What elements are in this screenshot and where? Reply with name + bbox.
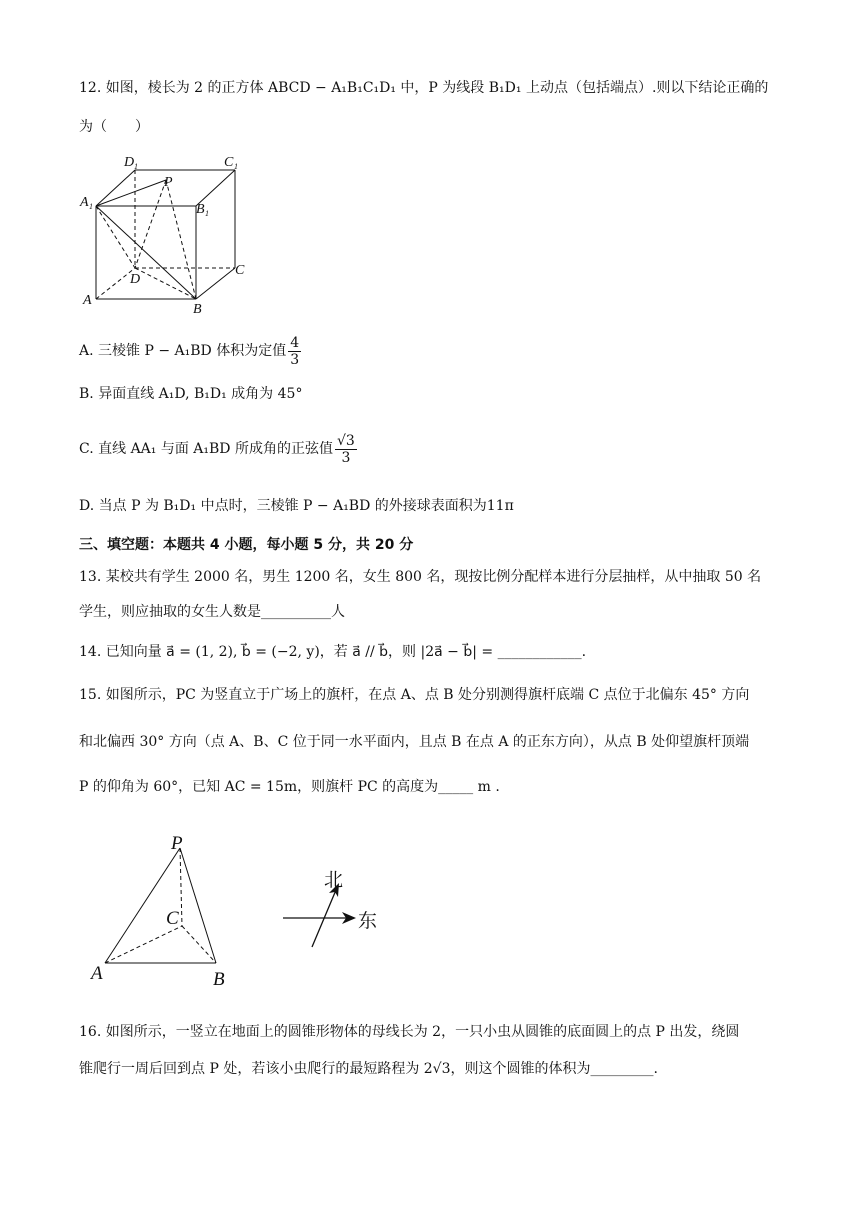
q12-option-d: D. 当点 P 为 B₁D₁ 中点时，三棱锥 P − A₁BD 的外接球表面积为11π xyxy=(79,498,514,514)
label-B1: B xyxy=(196,202,205,217)
fig15-label-A: A xyxy=(91,963,103,984)
q12-option-a-den: 3 xyxy=(290,351,300,368)
q16-line2: 锥爬行一周后回到点 P 处，若该小虫爬行的最短路程为 2√3，则这个圆锥的体积为_________. xyxy=(79,1061,658,1077)
label-D1-sub: 1 xyxy=(134,162,138,171)
compass-icon xyxy=(283,883,356,947)
label-P: P xyxy=(164,175,173,190)
label-C: C xyxy=(235,263,245,278)
q13-line1: 13. 某校共有学生 2000 名，男生 1200 名，女生 800 名，现按比例分配样本进行分层抽样，从中抽取 50 名 xyxy=(79,569,762,585)
q12-option-a-text: A. 三棱锥 P − A₁BD 体积为定值 xyxy=(79,343,287,359)
q13-line2: 学生，则应抽取的女生人数是__________人 xyxy=(79,604,345,620)
q12-option-c-den: 3 xyxy=(341,449,351,466)
section-title: 三、填空题：本题共 4 小题，每小题 5 分，共 20 分 xyxy=(79,537,414,553)
q12-option-a-num: 4 xyxy=(290,334,300,351)
label-C1-sub: 1 xyxy=(234,162,238,171)
label-A1-sub: 1 xyxy=(89,202,93,211)
q14-line1: 14. 已知向量 a⃗ = (1, 2), b⃗ = (−2, y)，若 a⃗ // b⃗，则 |2a⃗ − b⃗| = ____________. xyxy=(79,644,587,660)
label-D1: D xyxy=(124,155,135,170)
flagpole-figure xyxy=(88,830,388,995)
q12-option-c xyxy=(79,428,359,470)
label-B: B xyxy=(193,302,202,317)
q12-option-a-fraction xyxy=(288,335,301,368)
label-D: D xyxy=(130,272,141,287)
compass-north-label: 北 xyxy=(324,869,344,891)
q12-option-c-num: √3 xyxy=(336,432,355,449)
q15-line3: P 的仰角为 60°，已知 AC = 15m，则旗杆 PC 的高度为_____ m . xyxy=(79,779,500,795)
cube-figure xyxy=(78,150,258,320)
q12-stem-line2: 为（ ） xyxy=(79,119,149,135)
q12-stem-line1: 12. 如图，棱长为 2 的正方体 ABCD − A₁B₁C₁D₁ 中，P 为线段 B₁D₁ 上动点（包括端点）.则以下结论正确的 xyxy=(79,80,769,96)
q12-option-b: B. 异面直线 A₁D, B₁D₁ 成角为 45° xyxy=(79,386,303,402)
fig15-label-C: C xyxy=(166,908,179,929)
label-B1-sub: 1 xyxy=(205,209,209,218)
fig15-label-P: P xyxy=(171,833,183,854)
label-A: A xyxy=(83,293,92,308)
q12-option-c-fraction xyxy=(335,433,357,466)
q16-line1: 16. 如图所示，一竖立在地面上的圆锥形物体的母线长为 2，一只小虫从圆锥的底面圆上的点 P 出发，绕圆 xyxy=(79,1024,740,1040)
compass-east-label: 东 xyxy=(358,910,378,932)
q15-line1: 15. 如图所示，PC 为竖直立于广场上的旗杆，在点 A、点 B 处分别测得旗杆底端 C 点位于北偏东 45° 方向 xyxy=(79,687,750,703)
q15-line2: 和北偏西 30° 方向（点 A、B、C 位于同一水平面内，且点 B 在点 A 的正东方向），从点 B 处仰望旗杆顶端 xyxy=(79,734,750,750)
q12-option-a xyxy=(79,330,303,372)
q12-option-c-text: C. 直线 AA₁ 与面 A₁BD 所成角的正弦值 xyxy=(79,441,333,457)
label-A1: A xyxy=(80,195,89,210)
label-C1: C xyxy=(224,155,234,170)
fig15-label-B: B xyxy=(213,969,225,990)
